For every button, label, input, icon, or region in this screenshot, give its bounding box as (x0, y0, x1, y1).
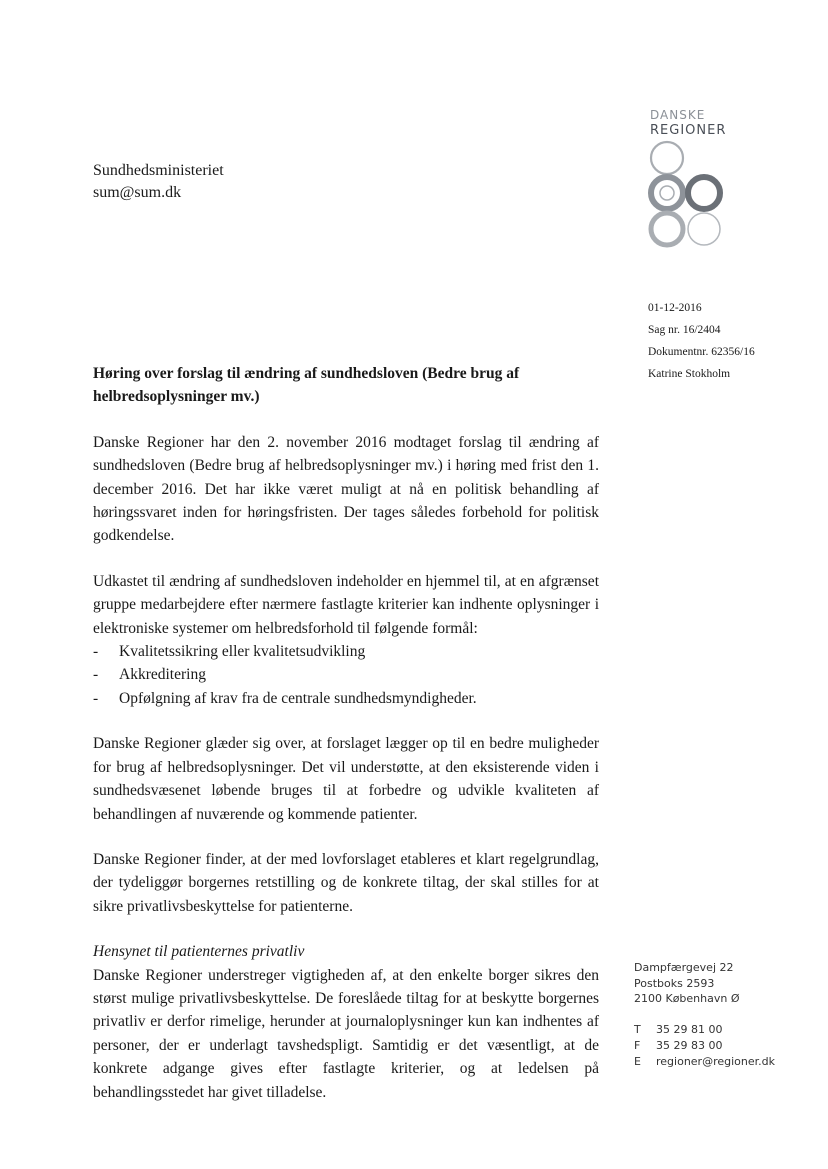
email-label: E (634, 1055, 641, 1068)
logo-wordmark (650, 108, 760, 138)
logo-circle-mid-left-inner (660, 186, 674, 200)
contact-fax-row (634, 1038, 775, 1054)
paragraph-4: Danske Regioner finder, at der med lovforslaget etableres et klart regelgrundlag, der tydeliggør borgernes retstilling og de konkrete tiltag, der skal stilles for at sikre privatlivsbeskyttelse for patienterne. (93, 850, 599, 915)
logo-circle-bottom-left (651, 213, 683, 245)
sender-address (634, 960, 740, 1007)
section-heading: Hensynet til patienternes privatliv (93, 943, 305, 961)
logo-circle-mid-right (688, 177, 720, 209)
case-number: Sag nr. 16/2404 (648, 324, 721, 336)
paragraph-5: Danske Regioner understreger vigtigheden af, at den enkelte borger sikres den størst mulige privatlivsbeskyttelse. De foreslåede tiltag for at beskytte borgernes privatliv er derfor rimelige, herunder at journaloplysninger kun kan indhentes af personer, der er underlagt tavshedspligt. Samtidig er det væsentligt, at de konkrete adgange gives efter fastlagte kriterier, og at ledelsen på behandlingsstedet har givet tilladelse. (93, 966, 599, 1101)
paragraph-1: Danske Regioner har den 2. november 2016 modtaget forslag til ændring af sundhedsloven (Bedre brug af helbredsoplysninger mv.) i høring med frist den 1. december 2016. Det har ikke været muligt at nå en politisk behandling af høringssvaret inden for høringsfristen. Der tages således forbehold for politisk godkendelse. (93, 433, 599, 545)
logo-circles-icon (646, 140, 730, 252)
phone-number: 35 29 81 00 (656, 1023, 723, 1036)
contact-phone-row (634, 1022, 775, 1038)
fax-label: F (634, 1039, 641, 1052)
contact-email: regioner@regioner.dk (656, 1055, 775, 1068)
address-pobox: Postboks 2593 (634, 976, 715, 990)
document-number: Dokumentnr. 62356/16 (648, 346, 755, 358)
recipient-name: Sundhedsministeriet (93, 162, 224, 179)
contact-email-row (634, 1054, 775, 1070)
logo-line-1: DANSKE (650, 108, 706, 122)
list-item: - Opfølgning af krav fra de centrale sundhedsmyndigheder. (93, 687, 599, 710)
letter-date: 01-12-2016 (648, 302, 702, 314)
list-item: - Kvalitetssikring eller kvalitetsudvikling (93, 640, 599, 663)
recipient-block (93, 160, 224, 204)
logo-circle-top (651, 142, 683, 174)
paragraph-3: Danske Regioner glæder sig over, at forslaget lægger op til en bedre muligheder for brug af helbredsoplysninger. Det vil understøtte, at den eksisterende viden i sundhedsvæsenet løbende bruges til at forbedre og udvikle kvaliteten af behandlingen af nuværende og kommende patienter. (93, 735, 599, 823)
list-item: - Akkreditering (93, 663, 599, 686)
logo-line-2: REGIONER (650, 123, 727, 138)
address-city: 2100 København Ø (634, 992, 740, 1005)
paragraph-2-text: Udkastet til ændring af sundhedsloven indeholder en hjemmel til, at en afgrænset gruppe medarbejdere efter nærmere fastlagte kriterier kan indhente oplysninger i elektroniske systemer om helbredsforhold til følgende formål: (93, 572, 599, 637)
recipient-email: sum@sum.dk (93, 184, 182, 201)
paragraph-2 (93, 570, 599, 710)
author-name: Katrine Stokholm (648, 368, 731, 380)
letter-title: Høring over forslag til ændring af sundhedsloven (Bedre brug af helbredsoplysninger mv.) (93, 365, 520, 406)
logo-circle-bottom-right (688, 213, 720, 245)
letter-meta (648, 297, 755, 385)
sender-contacts (634, 1022, 775, 1070)
address-street: Dampfærgevej 22 (634, 961, 734, 974)
purpose-list (93, 640, 599, 710)
letter-body (93, 362, 599, 1126)
fax-number: 35 29 83 00 (656, 1039, 723, 1052)
phone-label: T (634, 1023, 641, 1036)
